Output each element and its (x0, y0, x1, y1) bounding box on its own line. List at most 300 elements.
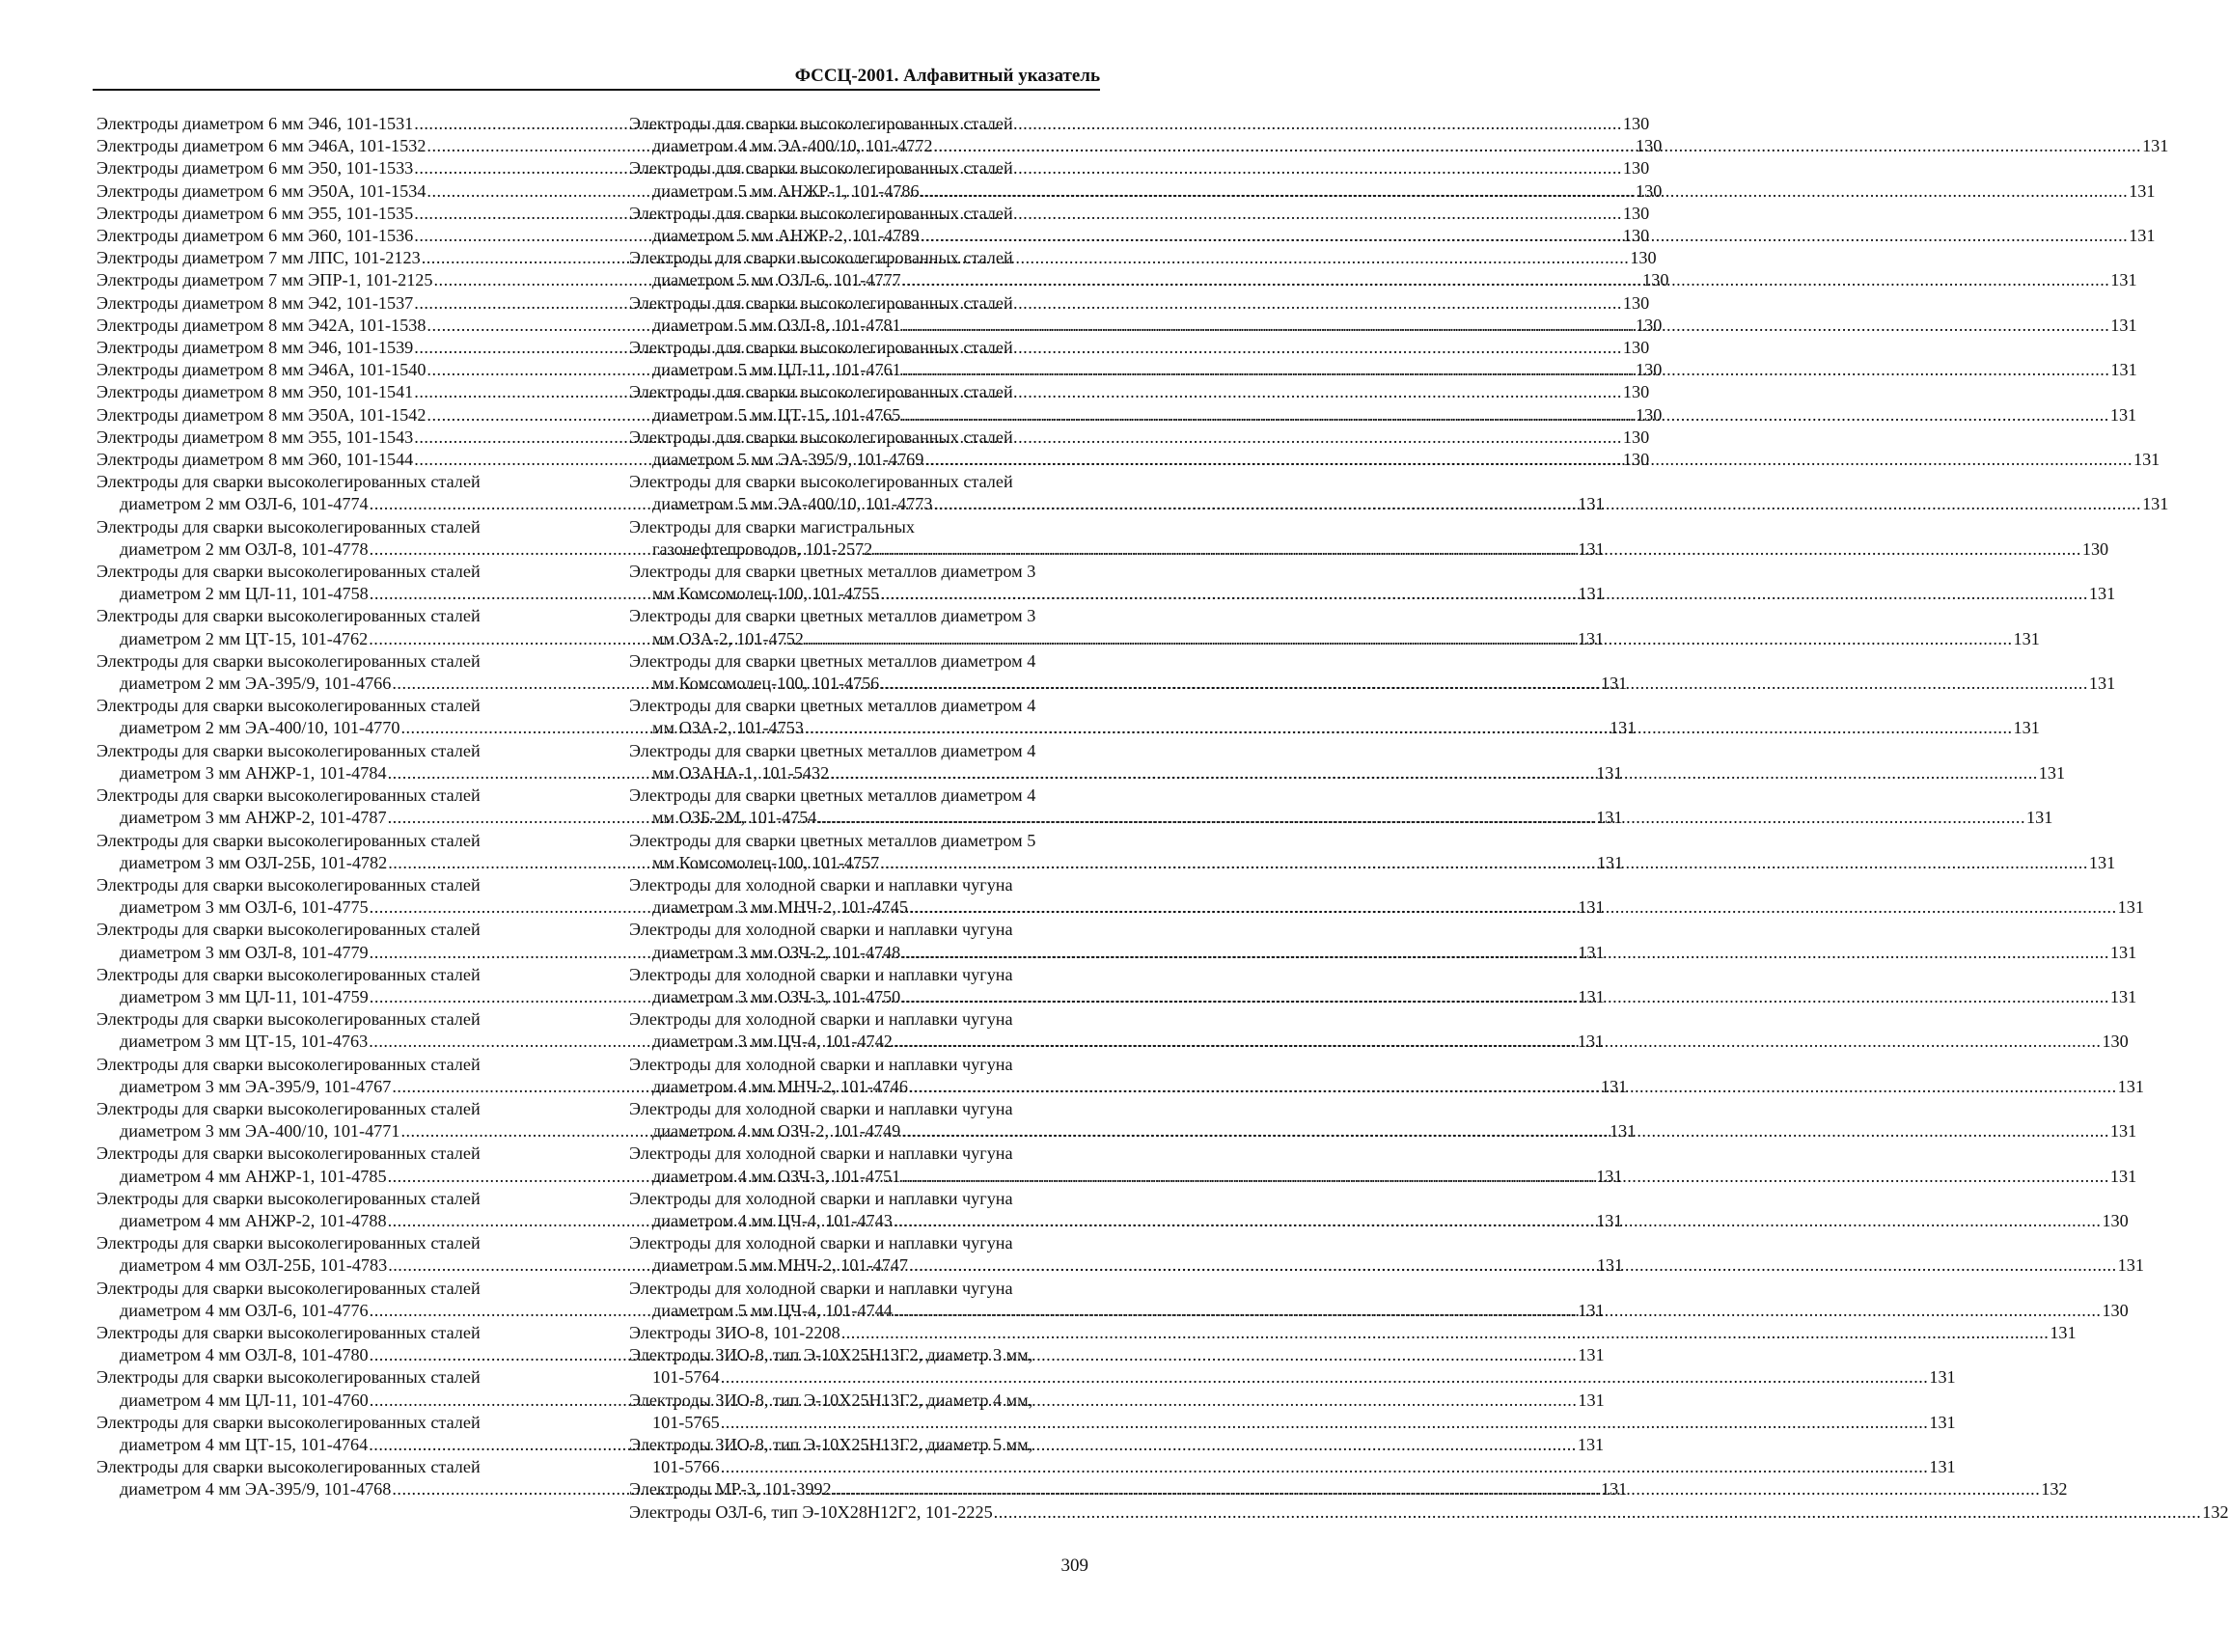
entry-page-ref: 131 (1600, 674, 1628, 694)
page-number: 309 (1060, 1556, 1088, 1576)
entry-text: диаметром 5 мм ЭА-400/10, 101-4773 (652, 494, 933, 514)
entry-continuation-line (629, 852, 2116, 874)
entry-page-ref: 131 (1929, 1412, 1956, 1432)
entry-text: Электроды для сварки высоколегированных сталей (96, 830, 481, 850)
entry-line (96, 919, 521, 941)
dot-leader (721, 1366, 1929, 1389)
entry-text: диаметром 4 мм ЭА-395/9, 101-4768 (120, 1479, 392, 1500)
index-entry (629, 1143, 2137, 1187)
entry-line (96, 1188, 521, 1210)
index-column-right (629, 113, 2229, 1524)
index-entry (629, 919, 2137, 963)
entry-text: диаметром 3 мм ОЗЛ-6, 101-4775 (120, 897, 369, 918)
entry-page-ref: 131 (1577, 1434, 1605, 1454)
entry-continuation-line (629, 1076, 2144, 1098)
entry-page-ref: 131 (1578, 986, 1605, 1006)
entry-text: диаметром 3 мм ЦЧ-4, 101-4742 (652, 1032, 893, 1052)
entry-text: Электроды для сварки высоколегированных сталей (629, 158, 1013, 179)
entry-text: Электроды диаметром 8 мм Э46А, 101-1540 (96, 360, 427, 380)
index-entry (629, 830, 2116, 874)
entry-page-ref: 131 (2109, 404, 2137, 425)
entry-page-ref: 131 (2050, 1322, 2077, 1342)
entry-text: диаметром 4 мм ЦЛ-11, 101-4760 (120, 1390, 369, 1410)
entry-text: мм Комсомолец-100, 101-4755 (652, 584, 880, 604)
entry-page-ref: 131 (1578, 897, 1605, 918)
entry-page-ref: 131 (2109, 1166, 2137, 1186)
entry-line (629, 427, 1059, 449)
entry-page-ref: 131 (2142, 494, 2169, 514)
entry-continuation-line (629, 1366, 1956, 1389)
entry-text: Электроды для сварки высоколегированных сталей (96, 874, 481, 895)
entry-page-ref: 131 (1578, 538, 1605, 559)
index-entry (629, 561, 2116, 605)
entry-line (96, 695, 521, 717)
entry-line (96, 561, 521, 583)
entry-page-ref: 130 (2102, 1300, 2129, 1320)
entry-text: Электроды диаметром 7 мм ЭПР-1, 101-2125 (96, 270, 433, 290)
entry-text: диаметром 3 мм МНЧ-2, 101-4745 (652, 897, 908, 918)
dot-leader (921, 225, 2129, 247)
entry-page-ref: 130 (1622, 292, 1650, 313)
entry-page-ref: 131 (1578, 942, 1605, 962)
entry-text: Электроды для сварки высоколегированных сталей (96, 1054, 481, 1074)
dot-leader (902, 359, 2110, 381)
entry-text: Электроды для сварки высоколегированных сталей (629, 248, 1013, 268)
entry-line (96, 1008, 521, 1031)
entry-text: Электроды диаметром 8 мм Э42А, 101-1538 (96, 315, 427, 335)
entry-line (629, 1501, 2229, 1524)
dot-leader (721, 1456, 1929, 1478)
entry-page-ref: 132 (2041, 1479, 2068, 1500)
entry-page-ref: 131 (1578, 494, 1605, 514)
entry-line (629, 785, 1059, 807)
entry-line (96, 1412, 521, 1434)
entry-line (629, 113, 1059, 135)
dot-leader (901, 1120, 2109, 1143)
entry-page-ref: 131 (2110, 360, 2137, 380)
entry-text: Электроды для сварки высоколегированных сталей (96, 1457, 481, 1477)
entry-line (96, 1278, 521, 1300)
index-entry (629, 1098, 2137, 1143)
entry-page-ref: 131 (2013, 718, 2040, 738)
entry-text: диаметром 3 мм ЦЛ-11, 101-4759 (120, 986, 369, 1006)
entry-continuation-line (629, 1456, 1956, 1478)
entry-text: мм ОЗА-2, 101-4753 (652, 718, 804, 738)
dot-leader (841, 1322, 2050, 1344)
entry-line (629, 1054, 1059, 1076)
dot-leader (933, 493, 2141, 515)
entry-text: Электроды для сварки цветных металлов диаметром 3 (629, 606, 1036, 626)
entry-text: диаметром 5 мм МНЧ-2, 101-4747 (652, 1255, 908, 1276)
dot-leader (909, 1076, 2117, 1098)
entry-text: Электроды для сварки цветных металлов диаметром 4 (629, 650, 1036, 671)
entry-line (96, 650, 521, 673)
entry-line (629, 1143, 1059, 1165)
dot-leader (894, 1300, 2102, 1322)
entry-line (629, 337, 1059, 359)
entry-text: диаметром 3 мм ЭА-395/9, 101-4767 (120, 1076, 392, 1096)
entry-page-ref: 130 (1622, 338, 1650, 358)
entry-page-ref: 131 (1578, 584, 1605, 604)
entry-page-ref: 131 (2110, 315, 2137, 335)
dot-leader (921, 180, 2129, 203)
entry-text: диаметром 3 мм ОЗЧ-3, 101-4750 (652, 986, 901, 1006)
entry-line (96, 1098, 521, 1120)
entry-text: Электроды диаметром 8 мм Э50, 101-1541 (96, 382, 414, 402)
entry-page-ref: 131 (1577, 628, 1605, 648)
entry-continuation-line (629, 493, 2169, 515)
entry-page-ref: 131 (1596, 1166, 1623, 1186)
entry-text: Электроды ЗИО-8, тип Э-10Х25Н13Г2, диаметр 5 мм, (629, 1434, 1033, 1454)
entry-continuation-line (629, 628, 2040, 650)
entry-page-ref: 131 (2026, 808, 2053, 828)
entry-text: диаметром 3 мм ОЗЛ-8, 101-4779 (120, 942, 369, 962)
entry-text: Электроды для сварки высоколегированных сталей (96, 516, 481, 537)
entry-text: диаметром 5 мм ЦТ-15, 101-4765 (652, 404, 901, 425)
entry-line (96, 830, 521, 852)
index-entry (629, 1322, 2077, 1344)
entry-text: диаметром 3 мм ЭА-400/10, 101-4771 (120, 1121, 400, 1142)
entry-text: диаметром 4 мм ОЗЧ-2, 101-4749 (652, 1121, 901, 1142)
entry-text: Электроды для холодной сварки и наплавки чугуна (629, 874, 1013, 895)
entry-line (629, 381, 1059, 403)
entry-text: Электроды для сварки высоколегированных сталей (629, 292, 1013, 313)
entry-text: диаметром 4 мм ОЗЛ-6, 101-4776 (120, 1300, 369, 1320)
header-title: ФССЦ-2001. Алфавитный указатель (794, 66, 1100, 86)
entry-page-ref: 130 (1636, 136, 1663, 156)
entry-text: Электроды для сварки высоколегированных сталей (96, 472, 481, 492)
entry-page-ref: 131 (2109, 942, 2137, 962)
entry-page-ref: 132 (2202, 1501, 2229, 1522)
entry-page-ref: 131 (2110, 270, 2137, 290)
entry-continuation-line (629, 1254, 2144, 1277)
entry-line (96, 471, 521, 493)
entry-line (629, 1188, 1059, 1210)
entry-line (629, 919, 1059, 941)
index-entry (629, 740, 2066, 785)
entry-text: Электроды для сварки цветных металлов диаметром 4 (629, 740, 1036, 760)
entry-text: мм Комсомолец-100, 101-4756 (652, 674, 880, 694)
entry-line (629, 695, 1059, 717)
entry-line (629, 203, 1059, 225)
entry-text: Электроды диаметром 8 мм Э60, 101-1544 (96, 450, 414, 470)
entry-page-ref: 130 (1642, 270, 1669, 290)
entry-text: Электроды для сварки цветных металлов диаметром 5 (629, 830, 1036, 850)
entry-text: диаметром 4 мм ОЗЧ-3, 101-4751 (652, 1166, 901, 1186)
entry-text: Электроды диаметром 6 мм Э46А, 101-1532 (96, 136, 427, 156)
index-entry (629, 874, 2144, 919)
entry-line (629, 471, 1059, 493)
entry-text: Электроды диаметром 8 мм Э42, 101-1537 (96, 292, 414, 313)
entry-text: Электроды для сварки высоколегированных сталей (96, 740, 481, 760)
entry-page-ref: 131 (2088, 852, 2116, 872)
entry-text: Электроды для сварки высоколегированных сталей (629, 427, 1013, 447)
entry-text: Электроды для сварки высоколегированных сталей (96, 696, 481, 716)
entry-page-ref: 130 (1636, 360, 1663, 380)
entry-line (629, 1232, 1059, 1254)
entry-page-ref: 130 (1622, 382, 1650, 402)
entry-line (629, 874, 1059, 896)
entry-text: диаметром 3 мм ЦТ-15, 101-4763 (120, 1032, 369, 1052)
index-entry (629, 695, 2040, 739)
entry-text: Электроды для сварки высоколегированных сталей (96, 964, 481, 984)
entry-page-ref: 131 (2129, 226, 2156, 246)
entry-continuation-line (629, 583, 2116, 605)
entry-text: Электроды диаметром 6 мм Э55, 101-1535 (96, 203, 414, 223)
entry-text: Электроды для сварки высоколегированных сталей (96, 1412, 481, 1432)
dot-leader (933, 135, 2141, 157)
entry-page-ref: 131 (2038, 762, 2066, 783)
entry-text: Электроды для сварки цветных металлов диаметром 4 (629, 785, 1036, 806)
entry-text: мм Комсомолец-100, 101-4757 (652, 852, 880, 872)
entry-text: Электроды для сварки высоколегированных сталей (629, 203, 1013, 223)
entry-page-ref: 131 (1596, 852, 1624, 872)
entry-page-ref: 130 (1636, 180, 1663, 201)
entry-line (629, 516, 1059, 538)
entry-page-ref: 131 (2129, 180, 2156, 201)
dot-leader (833, 1478, 2041, 1501)
entry-page-ref: 131 (1929, 1457, 1956, 1477)
dot-leader (805, 628, 2013, 650)
entry-line (629, 1098, 1059, 1120)
entry-text: диаметром 5 мм ЦЧ-4, 101-4744 (652, 1300, 893, 1320)
entry-text: 101-5766 (652, 1457, 720, 1477)
entry-text: диаметром 4 мм АНЖР-1, 101-4785 (120, 1166, 387, 1186)
entry-line (96, 874, 521, 896)
index-entry (629, 1390, 1956, 1434)
entry-page-ref: 130 (1622, 427, 1650, 447)
entry-text: 101-5765 (652, 1412, 720, 1432)
entry-text: Электроды для сварки высоколегированных сталей (629, 114, 1013, 133)
entry-page-ref: 131 (2109, 986, 2137, 1006)
entry-page-ref: 131 (1577, 1032, 1605, 1052)
entry-text: диаметром 3 мм ОЗЛ-25Б, 101-4782 (120, 852, 388, 872)
entry-line (629, 292, 1059, 315)
entry-line (629, 1434, 1059, 1456)
entry-text: диаметром 4 мм АНЖР-2, 101-4788 (120, 1210, 387, 1230)
entry-continuation-line (629, 986, 2137, 1008)
entry-continuation-line (629, 1412, 1956, 1434)
entry-page-ref: 131 (2133, 450, 2160, 470)
entry-page-ref: 130 (1636, 315, 1663, 335)
entry-page-ref: 131 (1600, 1076, 1628, 1096)
entry-text: Электроды для холодной сварки и наплавки чугуна (629, 964, 1013, 984)
entry-text: Электроды для холодной сварки и наплавки чугуна (629, 1143, 1013, 1164)
entry-text: Электроды для сварки высоколегированных сталей (629, 382, 1013, 402)
entry-text: диаметром 2 мм ЦТ-15, 101-4762 (120, 628, 369, 648)
entry-line (629, 650, 1059, 673)
dot-leader (901, 404, 2109, 427)
running-header (93, 56, 1100, 91)
entry-text: Электроды для сварки высоколегированных сталей (629, 472, 1013, 492)
entry-text: диаметром 5 мм ЭА-395/9, 101-4769 (652, 450, 924, 470)
entry-page-ref: 131 (1578, 1345, 1605, 1365)
entry-text: Электроды для холодной сварки и наплавки чугуна (629, 1233, 1013, 1253)
entry-text: Электроды для сварки высоколегированных сталей (96, 1233, 481, 1253)
index-entry (629, 471, 2169, 515)
entry-text: мм ОЗАНА-1, 101-5432 (652, 762, 830, 783)
entry-text: Электроды ЗИО-8, 101-2208 (629, 1322, 840, 1342)
entry-text: Электроды для сварки цветных металлов диаметром 4 (629, 696, 1036, 716)
entry-line (629, 157, 1059, 179)
entry-page-ref: 130 (1622, 114, 1650, 133)
dot-leader (721, 1412, 1929, 1434)
entry-text: Электроды для холодной сварки и наплавки чугуна (629, 1009, 1013, 1030)
entry-text: диаметром 3 мм АНЖР-2, 101-4787 (120, 808, 387, 828)
entry-page-ref: 130 (1622, 226, 1650, 246)
entry-text: Электроды для сварки высоколегированных сталей (96, 562, 481, 582)
entry-line (96, 1322, 521, 1344)
entry-page-ref: 131 (1596, 1255, 1624, 1276)
index-entry (629, 1434, 1956, 1478)
entry-page-ref: 131 (2142, 136, 2169, 156)
entry-line (629, 1390, 1059, 1412)
entry-page-ref: 131 (1610, 1121, 1637, 1142)
entry-line (629, 830, 1059, 852)
entry-page-ref: 131 (2013, 628, 2040, 648)
dot-leader (902, 315, 2110, 337)
entry-text: Электроды для сварки высоколегированных сталей (96, 1278, 481, 1298)
dot-leader (880, 673, 2088, 695)
entry-text: Электроды для сварки высоколегированных сталей (96, 606, 481, 626)
entry-continuation-line (629, 807, 2053, 829)
dot-leader (805, 717, 2013, 739)
entry-text: диаметром 4 мм МНЧ-2, 101-4746 (652, 1076, 908, 1096)
entry-text: газонефтепроводов, 101-2572 (652, 538, 873, 559)
entry-text: Электроды ЗИО-8, тип Э-10Х25Н13Г2, диаметр 4 мм, (629, 1390, 1033, 1410)
entry-text: диаметром 4 мм ОЗЛ-25Б, 101-4783 (120, 1255, 388, 1276)
index-entry (629, 1232, 2144, 1277)
entry-continuation-line (629, 717, 2040, 739)
entry-page-ref: 131 (1578, 1300, 1605, 1320)
entry-continuation-line (629, 1166, 2137, 1188)
index-entry (629, 1054, 2144, 1098)
entry-text: Электроды диаметром 6 мм Э50А, 101-1534 (96, 180, 427, 201)
index-entry (629, 785, 2053, 829)
entry-page-ref: 131 (2117, 1076, 2144, 1096)
dot-leader (909, 896, 2117, 919)
entry-continuation-line (629, 762, 2066, 785)
dot-leader (830, 762, 2038, 785)
entry-line (96, 1232, 521, 1254)
dot-leader (901, 986, 2109, 1008)
index-entry (629, 1501, 2229, 1524)
entry-page-ref: 131 (2117, 897, 2144, 918)
entry-continuation-line (629, 673, 2116, 695)
dot-leader (880, 583, 2088, 605)
dot-leader (880, 852, 2088, 874)
entry-page-ref: 131 (1596, 762, 1623, 783)
entry-line (629, 1344, 1059, 1366)
entry-text: Электроды для сварки высоколегированных сталей (96, 1367, 481, 1388)
entry-text: Электроды для сварки высоколегированных сталей (96, 1188, 481, 1208)
entry-text: диаметром 2 мм ЭА-395/9, 101-4766 (120, 674, 392, 694)
entry-page-ref: 131 (1578, 1390, 1605, 1410)
entry-text: диаметром 2 мм ЭА-400/10, 101-4770 (120, 718, 400, 738)
entry-text: Электроды диаметром 6 мм Э46, 101-1531 (96, 114, 414, 133)
entry-line (96, 605, 521, 627)
entry-page-ref: 131 (1610, 718, 1637, 738)
entry-page-ref: 131 (2088, 674, 2116, 694)
entry-continuation-line (629, 1120, 2137, 1143)
entry-text: Электроды ЗИО-8, тип Э-10Х25Н13Г2, диаметр 3 мм, (629, 1345, 1033, 1365)
entry-page-ref: 130 (1622, 158, 1650, 179)
entry-line (629, 964, 1059, 986)
entry-text: 101-5764 (652, 1367, 720, 1388)
entry-text: мм ОЗА-2, 101-4752 (652, 628, 804, 648)
entry-text: диаметром 3 мм ОЗЧ-2, 101-4748 (652, 942, 901, 962)
dot-leader (994, 1501, 2202, 1524)
entry-page-ref: 131 (2088, 584, 2116, 604)
entry-page-ref: 131 (1596, 1210, 1623, 1230)
entry-line (96, 1054, 521, 1076)
entry-text: диаметром 4 мм ОЗЛ-8, 101-4780 (120, 1345, 369, 1365)
entry-text: диаметром 5 мм ЦЛ-11, 101-4761 (652, 360, 901, 380)
index-entry (629, 605, 2040, 649)
index-entry (629, 964, 2137, 1008)
dot-leader (924, 449, 2133, 471)
entry-page-ref: 130 (1622, 450, 1650, 470)
entry-text: Электроды для сварки магистральных (629, 516, 915, 537)
entry-text: диаметром 4 мм ЦТ-15, 101-4764 (120, 1434, 369, 1454)
entry-text: Электроды для сварки высоколегированных сталей (96, 1009, 481, 1030)
entry-line (96, 785, 521, 807)
entry-continuation-line (629, 942, 2137, 964)
dot-leader (909, 1254, 2117, 1277)
entry-text: Электроды диаметром 8 мм Э50А, 101-1542 (96, 404, 427, 425)
entry-text: Электроды диаметром 8 мм Э46, 101-1539 (96, 338, 414, 358)
entry-page-ref: 131 (1929, 1367, 1956, 1388)
entry-line (629, 1322, 2077, 1344)
entry-text: Электроды диаметром 8 мм Э55, 101-1543 (96, 427, 414, 447)
entry-text: диаметром 2 мм ЦЛ-11, 101-4758 (120, 584, 369, 604)
entry-page-ref: 131 (2109, 1121, 2137, 1142)
index-entry (629, 650, 2116, 695)
entry-text: Электроды для холодной сварки и наплавки чугуна (629, 1098, 1013, 1118)
entry-page-ref: 131 (1600, 1479, 1628, 1500)
entry-line (96, 740, 521, 762)
entry-text: Электроды для сварки высоколегированных сталей (96, 920, 481, 940)
entry-page-ref: 130 (1636, 404, 1663, 425)
entry-page-ref: 130 (1630, 248, 1657, 268)
entry-page-ref: 130 (2081, 538, 2109, 559)
dot-leader (901, 1166, 2109, 1188)
entry-text: Электроды для сварки цветных металлов диаметром 3 (629, 562, 1036, 582)
entry-page-ref: 130 (1622, 203, 1650, 223)
entry-line (629, 605, 1059, 627)
entry-page-ref: 131 (2117, 1255, 2144, 1276)
entry-text: Электроды для холодной сварки и наплавки чугуна (629, 1278, 1013, 1298)
dot-leader (817, 807, 2025, 829)
entry-page-ref: 131 (1596, 808, 1623, 828)
entry-continuation-line (629, 896, 2144, 919)
entry-text: Электроды для сварки высоколегированных сталей (96, 1143, 481, 1164)
entry-line (629, 247, 1059, 269)
entry-text: мм ОЗБ-2М, 101-4754 (652, 808, 817, 828)
entry-line (629, 740, 1059, 762)
index-entry (629, 1344, 1956, 1389)
entry-text: Электроды для сварки высоколегированных сталей (629, 338, 1013, 358)
entry-text: диаметром 4 мм ЦЧ-4, 101-4743 (652, 1210, 893, 1230)
entry-text: Электроды для сварки высоколегированных сталей (96, 785, 481, 806)
entry-text: Электроды для сварки высоколегированных сталей (96, 650, 481, 671)
dot-leader (873, 538, 2081, 561)
entry-line (629, 561, 1059, 583)
entry-text: диаметром 2 мм ОЗЛ-6, 101-4774 (120, 494, 369, 514)
entry-page-ref: 130 (2102, 1210, 2129, 1230)
entry-text: диаметром 5 мм ОЗЛ-8, 101-4781 (652, 315, 901, 335)
dot-leader (901, 942, 2109, 964)
